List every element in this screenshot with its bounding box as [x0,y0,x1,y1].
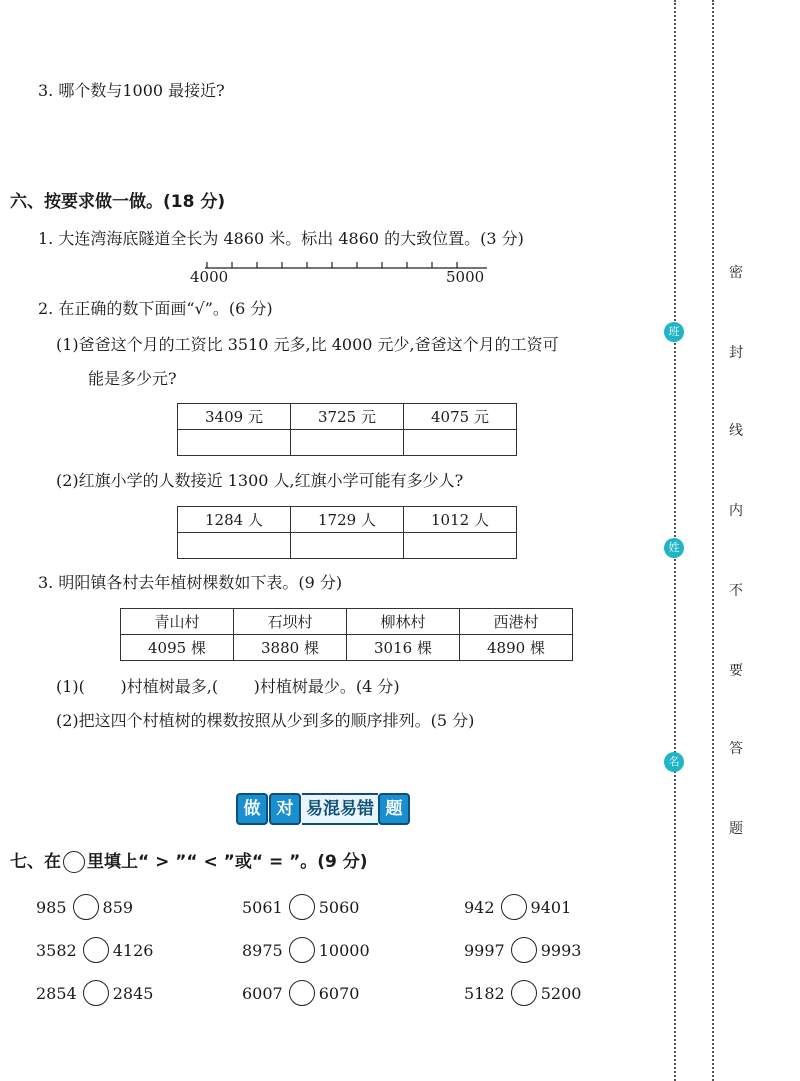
village-name: 西港村 [460,609,573,635]
comparison-item [242,980,359,1006]
left-number: 2854 [36,983,77,1003]
section-7-heading [10,850,368,874]
question-6-2-2: (2)红旗小学的人数接近 1300 人,红旗小学可能有多少人? [56,471,464,490]
right-number: 10000 [318,940,370,960]
option-cell: 3725 元 [291,404,404,430]
option-cell: 1284 人 [178,507,291,533]
margin-char: 封 [729,345,743,361]
answer-circle[interactable] [289,937,315,963]
left-number: 6007 [242,983,283,1003]
comparison-item [242,937,370,963]
left-number: 8975 [242,940,283,960]
section-6-heading: 六、按要求做一做。(18 分) [10,192,226,212]
error-prone-banner [236,792,416,826]
right-number: 6070 [318,983,360,1003]
option-cell: 4075 元 [404,404,517,430]
question-6-2: 2. 在正确的数下面画“√”。(6 分) [38,299,273,318]
answer-cell[interactable] [178,533,291,559]
name-marker-icon: 姓 [664,538,684,558]
comparison-item [464,937,581,963]
salary-options-table [177,403,517,456]
village-trees-table [120,608,573,661]
banner-char: 对 [269,793,301,825]
name-marker-icon: 名 [664,752,684,772]
students-options-table [177,506,517,559]
village-name: 柳林村 [347,609,460,635]
comparison-item [36,937,153,963]
right-number: 9993 [540,940,582,960]
question-6-2-1-line2: 能是多少元? [88,369,177,388]
seal-dotted-line [712,0,714,1081]
option-cell: 3409 元 [178,404,291,430]
margin-char: 要 [729,663,743,679]
margin-char: 题 [729,821,743,837]
tree-count: 3880 棵 [234,635,347,661]
answer-cell[interactable] [404,430,517,456]
village-name: 青山村 [121,609,234,635]
circle-icon [63,851,85,873]
right-number: 9401 [530,897,572,917]
answer-circle[interactable] [289,980,315,1006]
margin-char: 不 [729,583,743,599]
question-6-2-1-line1: (1)爸爸这个月的工资比 3510 元多,比 4000 元少,爸爸这个月的工资可 [56,335,559,354]
banner-middle-text: 易混易错 [302,793,378,825]
class-marker-icon: 班 [664,322,684,342]
answer-circle[interactable] [289,894,315,920]
tree-count: 4095 棵 [121,635,234,661]
right-number: 5200 [540,983,582,1003]
right-number: 859 [102,897,134,917]
tree-count: 4890 棵 [460,635,573,661]
answer-circle[interactable] [511,937,537,963]
left-number: 5061 [242,897,283,917]
answer-cell[interactable] [291,430,404,456]
answer-circle[interactable] [83,937,109,963]
left-number: 985 [36,897,67,917]
question-6-3-2: (2)把这四个村植树的棵数按照从少到多的顺序排列。(5 分) [56,711,475,730]
answer-cell[interactable] [404,533,517,559]
answer-circle[interactable] [511,980,537,1006]
section-7-heading-pre: 七、在 [10,852,61,872]
question-6-3: 3. 明阳镇各村去年植树棵数如下表。(9 分) [38,573,343,592]
comparison-item [242,894,359,920]
left-number: 3582 [36,940,77,960]
option-cell: 1729 人 [291,507,404,533]
number-line-end-label: 5000 [446,268,485,286]
answer-circle[interactable] [73,894,99,920]
answer-circle[interactable] [501,894,527,920]
comparison-item [36,894,133,920]
left-number: 9997 [464,940,505,960]
section-7-heading-post: 里填上“ > ”“ < ”或“ = ”。(9 分) [87,852,368,872]
question-5-3: 3. 哪个数与1000 最接近? [38,81,225,100]
right-number: 4126 [112,940,154,960]
margin-char: 内 [729,503,743,519]
banner-char: 做 [236,793,268,825]
question-6-1: 1. 大连湾海底隧道全长为 4860 米。标出 4860 的大致位置。(3 分) [38,229,524,248]
question-6-3-1: (1)( )村植树最多,( )村植树最少。(4 分) [56,677,400,696]
option-cell: 1012 人 [404,507,517,533]
margin-char: 答 [729,741,743,757]
right-number: 2845 [112,983,154,1003]
left-number: 5182 [464,983,505,1003]
banner-char: 题 [378,793,410,825]
answer-circle[interactable] [83,980,109,1006]
number-line-start-label: 4000 [190,268,229,286]
right-number: 5060 [318,897,360,917]
village-name: 石坝村 [234,609,347,635]
comparison-item [36,980,153,1006]
tree-count: 3016 棵 [347,635,460,661]
comparison-item [464,980,581,1006]
margin-char: 密 [729,265,743,281]
margin-char: 线 [729,423,743,439]
answer-cell[interactable] [178,430,291,456]
comparison-item [464,894,571,920]
left-number: 942 [464,897,495,917]
answer-cell[interactable] [291,533,404,559]
